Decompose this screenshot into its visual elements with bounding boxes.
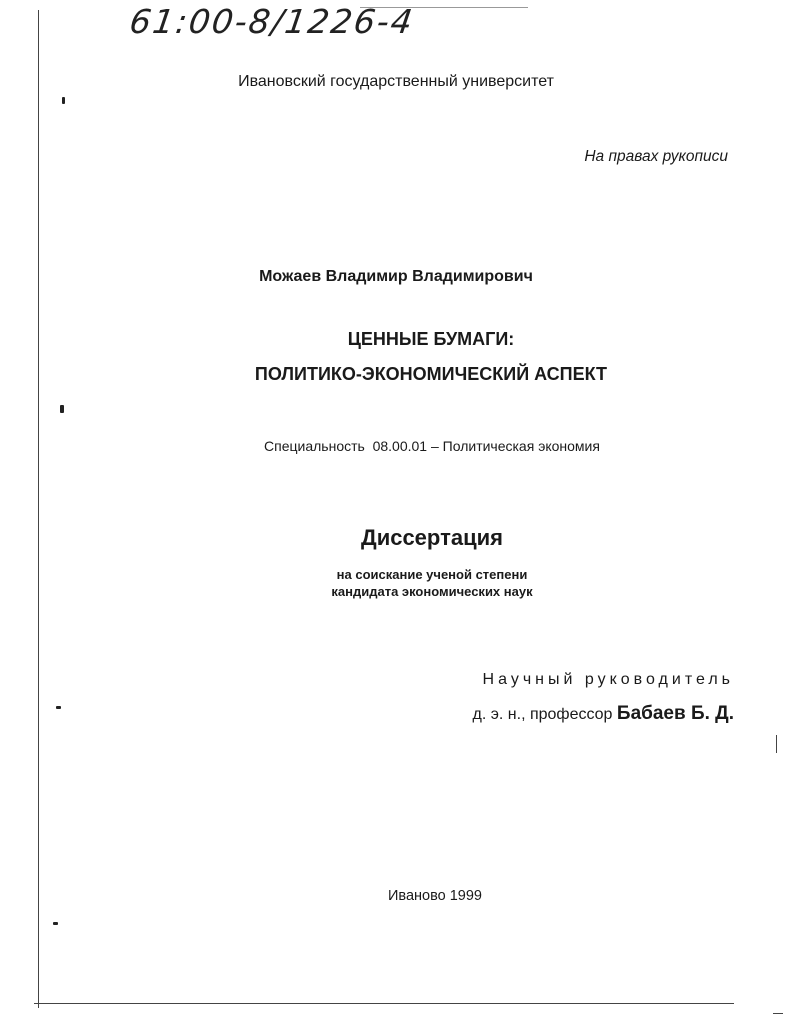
- dissertation-title-line2: ПОЛИТИКО-ЭКОНОМИЧЕСКИЙ АСПЕКТ: [254, 364, 608, 384]
- supervisor-info: [473, 703, 735, 725]
- author-name: Можаев Владимир Владимирович: [259, 268, 533, 285]
- supervisor-name: Бабаев Б. Д.: [616, 703, 734, 724]
- catalog-number-handwritten: 61:00-8/1226-4: [127, 2, 417, 41]
- document-type: Диссертация: [361, 525, 503, 550]
- university-name: Ивановский государственный университет: [238, 73, 554, 90]
- dissertation-title-line1: ЦЕННЫЕ БУМАГИ:: [347, 329, 515, 349]
- scan-mark: [53, 922, 58, 925]
- specialty-line: Специальность 08.00.01 – Политическая экономия: [264, 438, 600, 454]
- scan-border-bottom: [34, 1003, 734, 1004]
- scan-line-right-bottom: [773, 1013, 783, 1014]
- supervisor-label: Научный руководитель: [482, 671, 734, 688]
- degree-line1: на соискание ученой степени: [336, 567, 528, 582]
- rights-notice: На правах рукописи: [584, 148, 728, 165]
- scan-line-right: [776, 735, 777, 753]
- scan-mark: [60, 405, 64, 413]
- degree-line2: кандидата экономических наук: [331, 584, 533, 599]
- scan-mark: [56, 706, 61, 709]
- city-year: Иваново 1999: [388, 888, 482, 904]
- scan-border-left: [38, 10, 39, 1008]
- supervisor-credentials: д. э. н., профессор: [472, 706, 617, 723]
- scan-mark: [62, 97, 65, 104]
